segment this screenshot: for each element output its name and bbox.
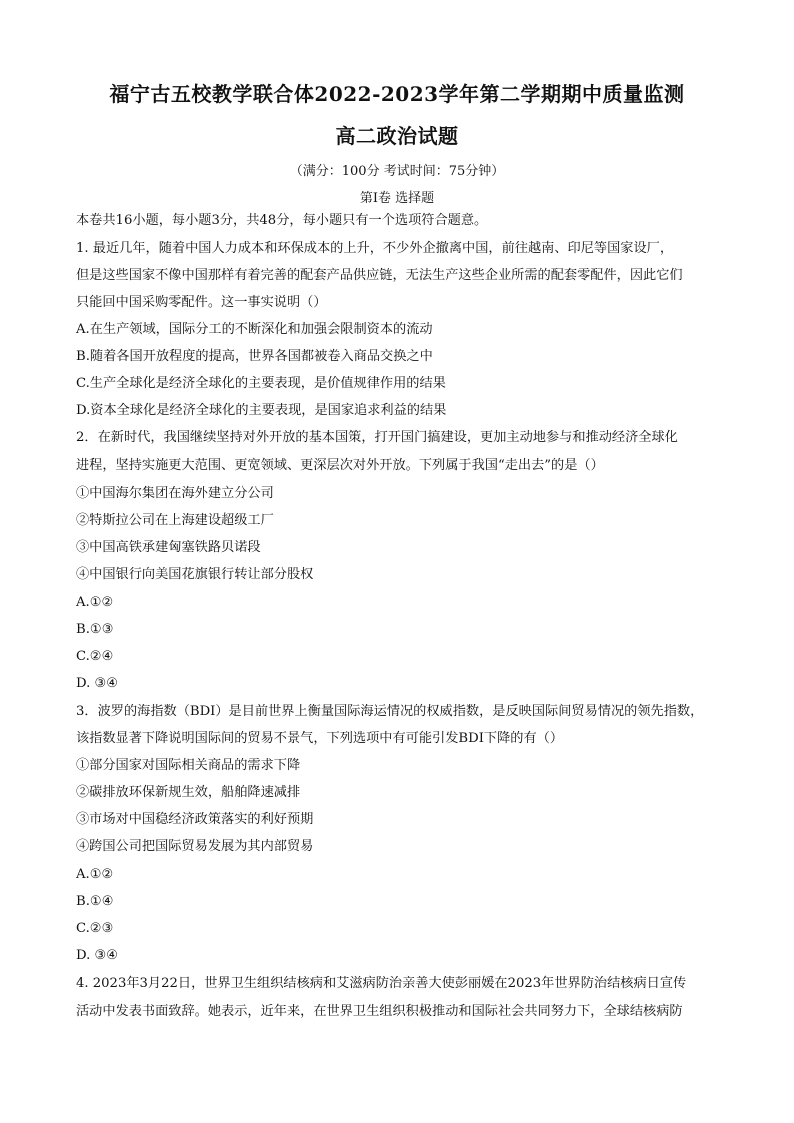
question-4-stem-line: 活动中发表书面致辞。她表示，近年来，在世界卫生组织积极推动和国际社会共同努力下，全球结核病防: [76, 1004, 683, 1019]
exam-subtitle: 高二政治试题: [335, 124, 459, 148]
question-2-statement-3: ③中国高铁承建匈塞铁路贝诺段: [76, 540, 261, 555]
question-2-option-b: B.①③: [76, 622, 114, 637]
question-3-statement-1: ①部分国家对国际相关商品的需求下降: [76, 758, 301, 773]
question-2-option-c: C.②④: [76, 649, 114, 664]
question-4-stem-line: 4. 2023年3月22日，世界卫生组织结核病和艾滋病防治亲善大使彭丽媛在2023年世界防治结核病日宣传: [76, 976, 687, 991]
question-3-statement-2: ②碳排放环保新规生效，船舶降速减排: [76, 785, 301, 800]
question-1-option-d: D.资本全球化是经济全球化的主要表现，是国家追求利益的结果: [76, 403, 447, 418]
question-3-statement-4: ④跨国公司把国际贸易发展为其内部贸易: [76, 839, 314, 854]
question-3-stem-line: 3．波罗的海指数（BDI）是目前世界上衡量国际海运情况的权威指数，是反映国际间贸易情况的领先指数，: [76, 704, 704, 719]
question-1-option-c: C.生产全球化是经济全球化的主要表现，是价值规律作用的结果: [76, 376, 446, 391]
question-2-option-a: A.①②: [76, 595, 114, 610]
question-3-option-a: A.①②: [76, 867, 114, 882]
question-2-statement-4: ④中国银行向美国花旗银行转让部分股权: [76, 567, 314, 582]
question-3-stem-line: 该指数显著下降说明国际间的贸易不景气，下列选项中有可能引发BDI下降的有（）: [76, 731, 564, 746]
question-3-statement-3: ③市场对中国稳经济政策落实的利好预期: [76, 812, 314, 827]
instructions: 本卷共16小题，每小题3分，共48分，每小题只有一个选项符合题意。: [76, 213, 488, 228]
question-3-option-b: B.①④: [76, 894, 114, 909]
exam-meta: （满分：100分 考试时间：75分钟）: [289, 164, 505, 179]
question-1-option-b: B.随着各国开放程度的提高，世界各国都被卷入商品交换之中: [76, 349, 433, 364]
question-2-stem-line: 进程，坚持实施更大范围、更宽领域、更深层次对外开放。下列属于我国“走出去”的是（）: [76, 458, 604, 473]
exam-title: 福宁古五校教学联合体2022-2023学年第二学期期中质量监测: [109, 82, 685, 106]
question-1-stem-line: 但是这些国家不像中国那样有着完善的配套产品供应链，无法生产这些企业所需的配套零配件，因此它们: [76, 268, 683, 283]
question-2-stem-line: 2．在新时代，我国继续坚持对外开放的基本国策，打开国门搞建设，更加主动地参与和推动经济全球化: [76, 430, 678, 445]
question-2-statement-2: ②特斯拉公司在上海建设超级工厂: [76, 513, 274, 528]
question-2-statement-1: ①中国海尔集团在海外建立分公司: [76, 486, 274, 501]
question-1-stem-line: 只能回中国采购零配件。这一事实说明（）: [76, 295, 327, 310]
question-3-option-d: D. ③④: [76, 948, 119, 963]
question-2-option-d: D. ③④: [76, 676, 119, 691]
section-heading: 第I卷 选择题: [359, 191, 435, 206]
question-1-option-a: A.在生产领域，国际分工的不断深化和加强会限制资本的流动: [76, 322, 433, 337]
question-3-option-c: C.②③: [76, 921, 114, 936]
question-1-stem-line: 1. 最近几年，随着中国人力成本和环保成本的上升，不少外企撤离中国，前往越南、印尼等国家设厂，: [76, 241, 674, 256]
